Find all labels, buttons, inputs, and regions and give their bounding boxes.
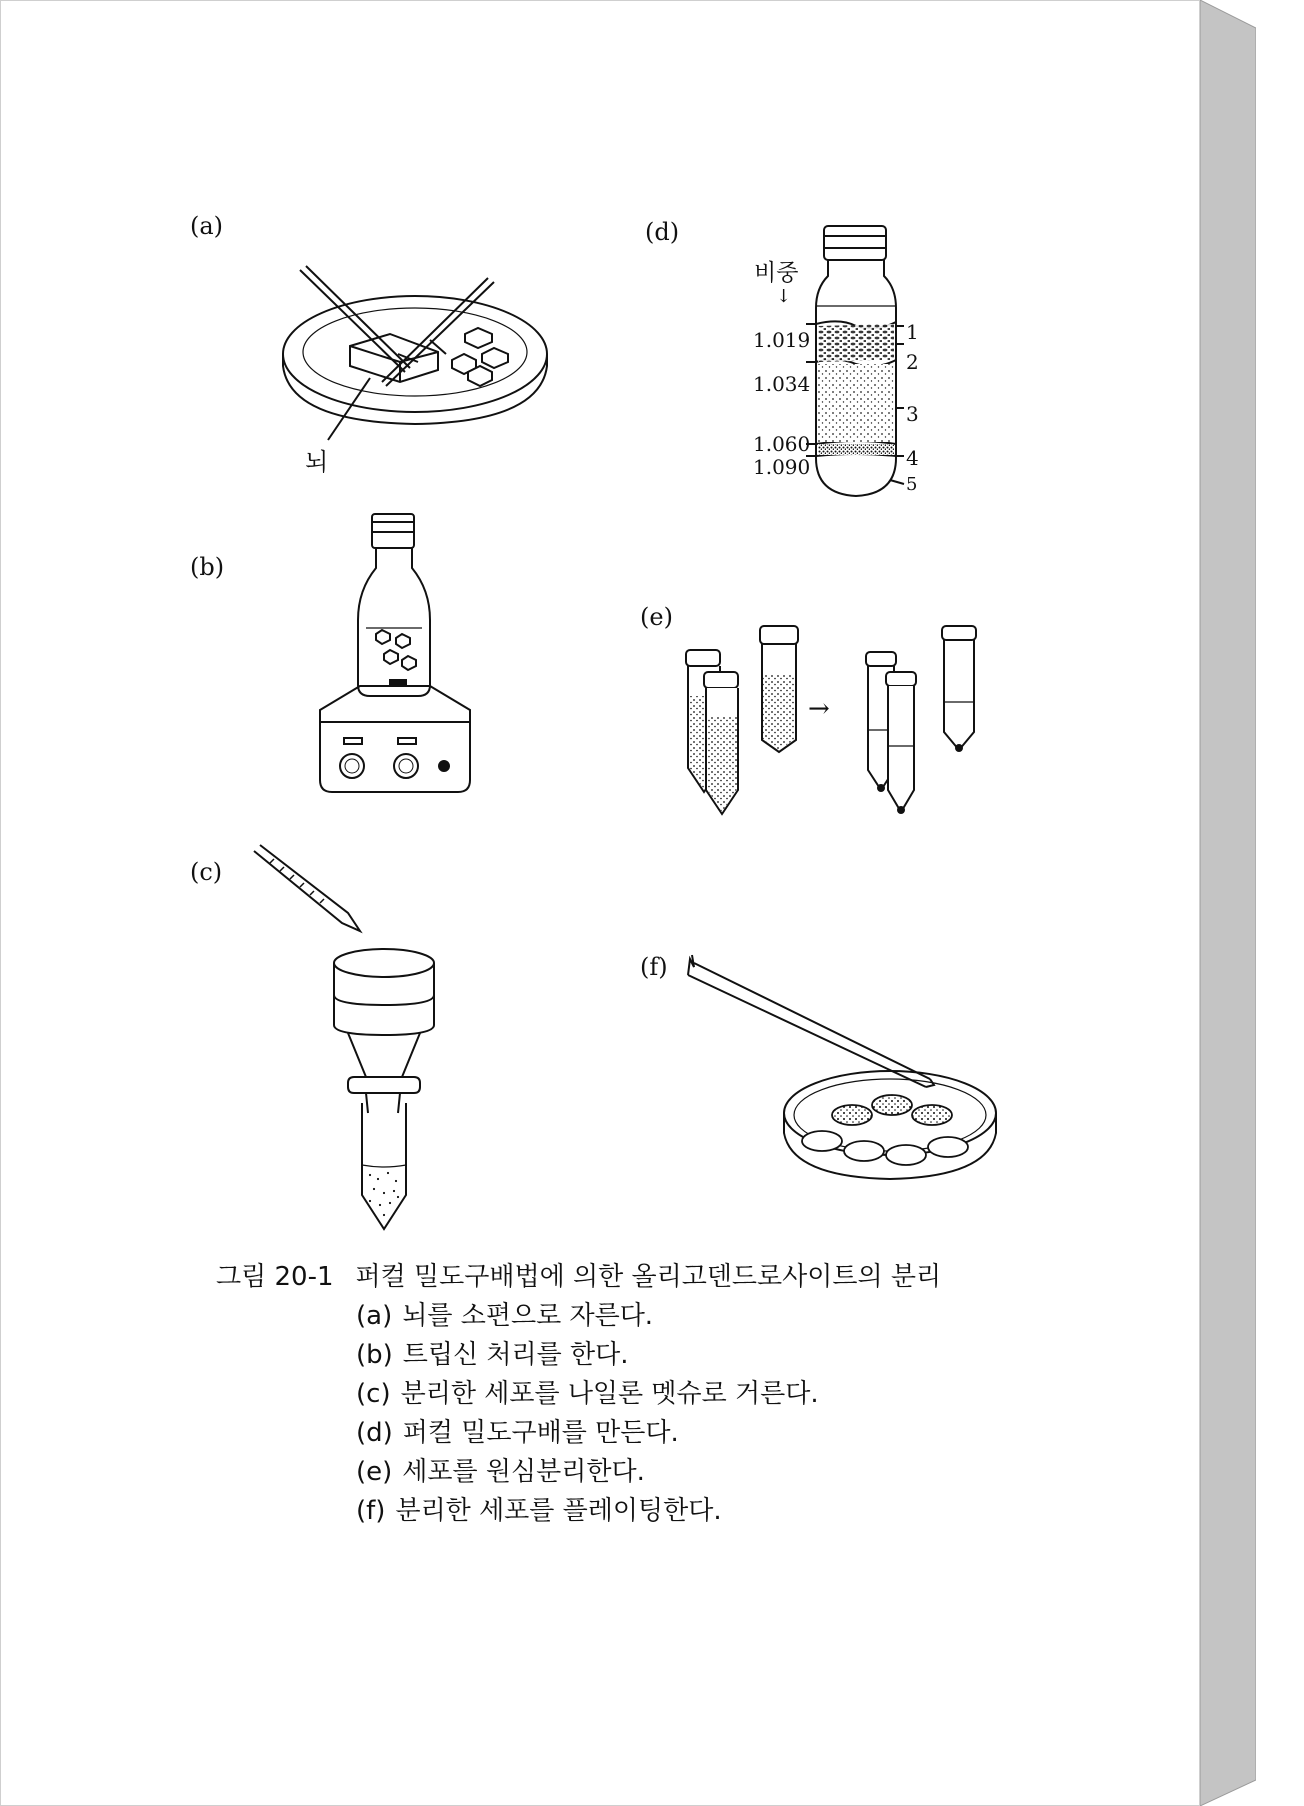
panel-label-b: (b)	[190, 553, 225, 581]
density-value-4: 1.090	[753, 455, 811, 479]
panel-b-illustration	[310, 510, 480, 800]
density-header: 비중	[754, 260, 799, 286]
caption-item-text: 분리한 세포를 나일론 멧슈로 거른다.	[400, 1379, 819, 1409]
panel-label-d: (d)	[645, 218, 680, 246]
caption-title-row	[216, 1258, 941, 1297]
panel-label-c: (c)	[190, 858, 223, 886]
layer-number-4: 4	[906, 446, 919, 470]
book-spine	[1200, 0, 1256, 1806]
panel-label-a: (a)	[190, 212, 224, 240]
layer-number-5: 5	[906, 474, 918, 495]
caption-item	[356, 1297, 941, 1336]
caption-item-key: (e)	[356, 1457, 393, 1487]
caption-item-key: (a)	[356, 1301, 393, 1331]
panel-a-illustration	[270, 262, 570, 472]
caption-item	[356, 1336, 941, 1375]
figure-caption	[216, 1258, 941, 1531]
figure-title: 퍼컬 밀도구배법에 의한 올리고덴드로사이트의 분리	[355, 1262, 942, 1292]
density-arrow: ↓	[776, 286, 792, 307]
centrifuge-arrow: →	[808, 694, 830, 724]
panel-f-illustration	[680, 955, 1000, 1185]
panel-c-illustration	[250, 845, 450, 1235]
caption-item-key: (d)	[356, 1418, 393, 1448]
caption-item-text: 세포를 원심분리한다.	[402, 1457, 645, 1487]
panel-e-illustration	[680, 620, 990, 810]
caption-item-text: 뇌를 소편으로 자른다.	[402, 1301, 654, 1331]
panel-label-e: (e)	[640, 603, 673, 631]
caption-item-key: (c)	[356, 1379, 391, 1409]
caption-item	[356, 1375, 941, 1414]
density-value-1: 1.019	[753, 328, 811, 352]
figure-number: 그림 20-1	[216, 1262, 334, 1292]
layer-number-3: 3	[906, 402, 919, 426]
caption-item	[356, 1492, 941, 1531]
caption-item-key: (f)	[356, 1496, 386, 1526]
density-value-3: 1.060	[753, 432, 811, 456]
caption-items	[356, 1297, 941, 1531]
panel-d-gradient-bottle	[810, 222, 910, 502]
density-value-2: 1.034	[753, 372, 811, 396]
caption-item-text: 퍼컬 밀도구배를 만든다.	[402, 1418, 679, 1448]
caption-item-text: 분리한 세포를 플레이팅한다.	[395, 1496, 722, 1526]
caption-item-key: (b)	[356, 1340, 393, 1370]
caption-item	[356, 1414, 941, 1453]
layer-number-1: 1	[906, 320, 919, 344]
caption-item-text: 트립신 처리를 한다.	[402, 1340, 629, 1370]
caption-item	[356, 1453, 941, 1492]
brain-annotation: 뇌	[305, 448, 329, 476]
layer-number-2: 2	[906, 350, 919, 374]
panel-label-f: (f)	[640, 953, 668, 981]
